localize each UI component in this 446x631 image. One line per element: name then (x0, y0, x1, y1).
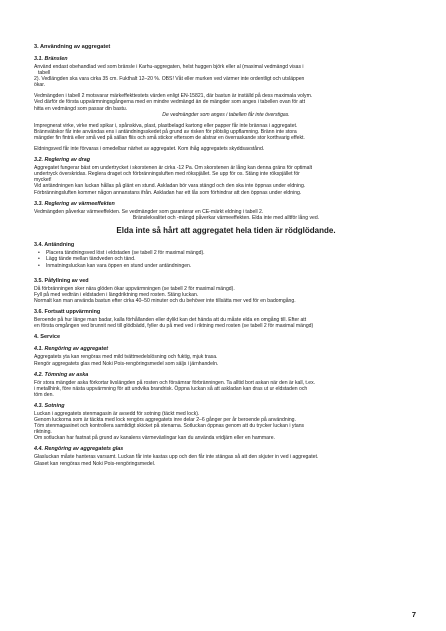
ash-paragraph: För stora mängder aska förkortar livslängden på rosten och försämrar förbränningen. Ta alltid bort askan när den är kall, t.ex. i metallhink, före nästa uppvärmning för att undvika brandrisk. Öppna luckan så att askladan kan dras ut ur eldstaden och töm den. (34, 379, 316, 398)
cleaning-paragraph: Aggregatets yta kan rengöras med mild tvättmedelslösning och fuktig, mjuk trasa. Rengör aggregatets glas med Noki Pois-rengöringsmedel som säljs i järnhandeln. (34, 354, 219, 367)
section-3-1-title: 3.1. Bränslen (34, 56, 68, 62)
heat-paragraph: Vedmängden påverkar värmeeffekten. Se vedmängder som garanterar en CE-märkt eldning i tabell 2. Bränslekvalitet och -mängd påverkar värmeeffekten. Elda inte med alltför lång ved. (34, 208, 320, 221)
ignition-list (34, 250, 418, 269)
fuel-paragraph-2: Vedmängden i tabell 2 motsvarar märkeffekttestets värden enligt EN-15821, där bastun är inställd på dess maximala volym. Ved därför de första uppvärmningsgångerna med en mindre vedmängd än de mängder som anges i tabellen ovan för att hitta en vedmängd som passar din bastu. De vedmängder som anges i tabellen får inte överstigas. (34, 93, 418, 117)
section-4-1-title: 4.1. Rengöring av aggregatet (34, 346, 108, 353)
list-item: • Placera tändningsved löst i eldstaden (se tabell 2 för maximal mängd). (46, 250, 418, 256)
fuel-paragraph-4: Eldningsved får inte förvaras i omedelbar närhet av aggregatet. Kom ihåg aggregatets skyddsavstånd. (34, 146, 265, 153)
warning-heading: Elda inte så hårt att aggregatet hela tiden är rödglödande. (116, 225, 336, 235)
fuel-paragraph-1: Använd endast obehandlad ved som bränsle i Karhu-aggregaten, helst huggen björk eller al (maximal vedmängd visas i tabell 2). Vedlängden ska vara cirka 35 cm. Fukthalt 12–20 %. OBS! Våt eller murken ved värmer inte ordentligt och utsläppen ökar. (34, 64, 305, 89)
draft-paragraph-1: Aggregatet fungerar bäst om undertrycket i skorstenen är cirka -12 Pa. Om skorstenen är lång kan denna gräns för optimalt undertryck överskridas. Reglera draget och förbränningsluften med rökspjället. Se upp för os. Stäng inte rökspjället för mycket! Vid antändningen kan luckan hållas på glänt en stund. Askladan bör vara stängd och den ska inte öppnas under eldning. Förbränningsluften kommer någon annanstans ifrån. Askladan har ett lås som förhindrar att den öppnas under eldning. (34, 165, 313, 196)
page-number: 7 (411, 610, 416, 619)
section-3-6-title: 3.6. Fortsatt uppvärmning (34, 309, 101, 316)
list-item: • Lägg tände mellan tändveden och tänd. (46, 256, 418, 262)
section-4-4-title: 4.4. Rengöring av aggregatets glas (34, 446, 124, 453)
section-3-2-title: 3.2. Reglering av drag (34, 157, 91, 164)
section-4-title: 4. Service (34, 334, 61, 341)
section-3-5-title: 3.5. Påfyllning av ved (34, 278, 89, 284)
glass-paragraph: Glasluckan måste hanteras varsamt. Luckan får inte kastas upp och den får inte stängas så att den skjuter in ved i aggregatet. Glaset kan rengöras med Noki Pois-rengöringsmedel. (34, 454, 319, 467)
section-3-4-title: 3.4. Antändning (34, 241, 75, 248)
continued-paragraph: Beroende på hur länge man badar, kalla förhållanden eller dylikt kan det hända att du måste elda en omgång till. Efter att en första omgången ved brunnit ned till glödbädd, fyller du på med ved i riktning med rosten (se tabell 2 för maximal mängd) (34, 317, 314, 330)
refill-paragraph: Då förbränningen sker nära glöden ökar uppvärmningen (se tabell 2 för maximal mängd). Fyll på med vedträn i eldstaden i längdriktning med rosten. Stäng luckan. Normalt kan man använda bastun efter cirka 40–50 minuter och du behöver inte tillsätta mer ved för en badomgång. (34, 286, 296, 305)
soot-paragraph: Luckan i aggregatets stenmagasin är avsedd för sotning (täckt med lock). Genom luckorna som är täckta med lock rengörs aggregatets inre delar 2–6 gånger per år beroende på användning. Töm stenmagasinet och kontrollera samtidigt skicket på stenarna. Sotluckan öppnas genom att du trycker luckan i ytans riktning. Om sotluckan har fastnat på grund av kanalens värmeväxlingar kan du använda vridjärn eller en hammare. (34, 410, 305, 442)
section-3-title: 3. Användning av aggregatet (34, 44, 111, 50)
section-3-3-title: 3.3. Reglering av värmeeffekten (34, 200, 115, 207)
fuel-paragraph-3: Impregnerat virke, virke med spikar i, spånskiva, plast, plastbelagd kartong eller papper får inte brännas i aggregatet. Brännvätskor får inte användas ens i antändningsskedet på grund av risken för plötslig uppflamning. Bränn inte stora mängder fin finträ eller små ved på sällan fliis och små stickor eftersom de alstrar en överraskande stor korthvarig effekt. (34, 122, 305, 141)
section-4-3-title: 4.3. Sotning (34, 402, 65, 409)
section-4-2-title: 4.2. Tömning av aska (34, 371, 89, 378)
fuel-note: De vedmängder som anges i tabellen får inte överstigas. (162, 111, 290, 118)
list-item: • Inmatningsluckan kan vara öppen en stund under antändningen. (46, 263, 418, 269)
